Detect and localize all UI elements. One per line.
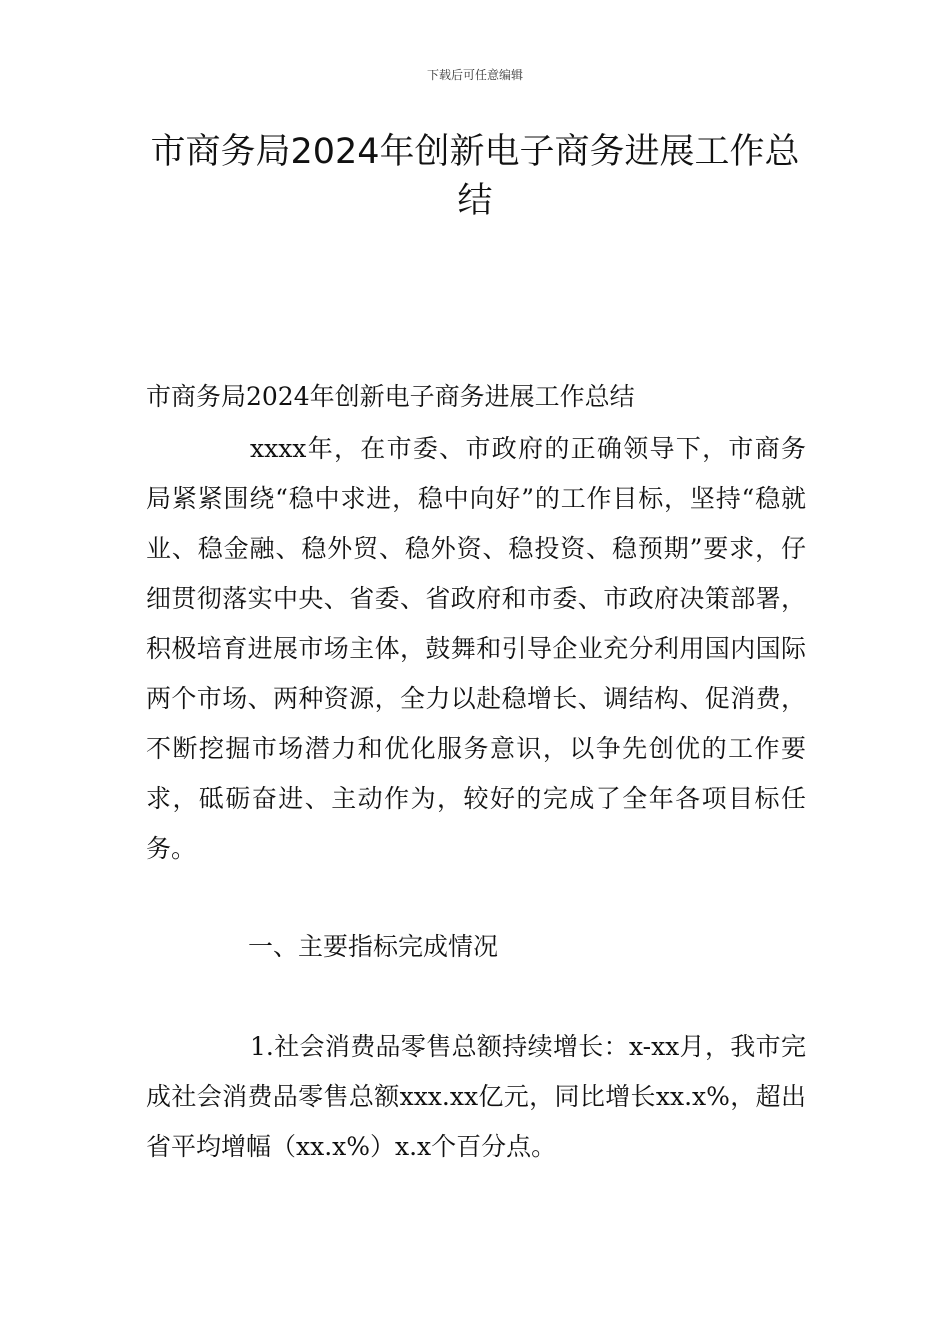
- repeat-title: 市商务局2024年创新电子商务进展工作总结: [146, 382, 635, 411]
- item-paragraph-1: 1.社会消费品零售总额持续增长：x-xx月，我市完成社会消费品零售总额xxx.xx亿元，同比增长xx.x%，超出省平均增幅（xx.x%）x.x个百分点。: [146, 1032, 806, 1161]
- intro-paragraph: xxxx年，在市委、市政府的正确领导下，市商务局紧紧围绕“稳中求进，稳中向好”的工作目标，坚持“稳就业、稳金融、稳外贸、稳外资、稳投资、稳预期”要求，仔细贯彻落实中央、省委、省政府和市委、市政府决策部署，积极培育进展市场主体，鼓舞和引导企业充分利用国内国际两个市场、两种资源，全力以赴稳增长、调结构、促消费，不断挖掘市场潜力和优化服务意识，以争先创优的工作要求，砥砺奋进、主动作为，较好的完成了全年各项目标任务。: [146, 434, 806, 863]
- header-note: 下载后可任意编辑: [426, 68, 523, 82]
- document-title: 市商务局2024年创新电子商务进展工作总结: [150, 132, 800, 221]
- section-heading: 一、主要指标完成情况: [248, 932, 499, 961]
